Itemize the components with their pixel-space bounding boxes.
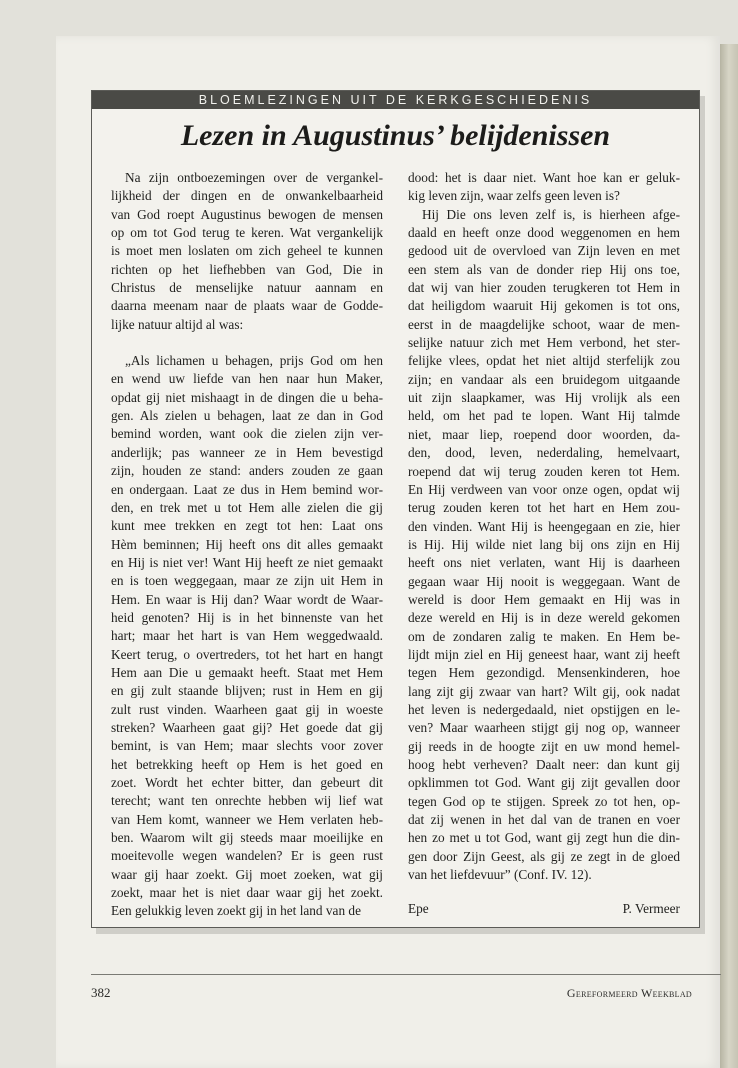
text-line: uit zijn slaapkamer, was Hij vrolijk als een <box>408 390 680 406</box>
text-line: het leven is nedergedaald, niet opstijgen en le- <box>408 701 680 717</box>
text-line: van God roept Augustinus bewogen de mensen <box>111 206 383 222</box>
text-line: hen zo met u tot God, want gij zegt hun die din- <box>408 830 680 846</box>
text-line: den, dood, leven, nederdaling, hemelvaart, <box>408 445 680 461</box>
left-column <box>111 169 383 921</box>
text-line: eerst in de maagdelijke schoot, waar de men- <box>408 316 680 332</box>
text-line: ben. Waarom wilt gij steeds maar moeilijke en <box>111 830 383 846</box>
footer-rule <box>91 974 721 975</box>
text-line: hoog hebt verheven? Daalt neer: dan kunt gij <box>408 757 680 772</box>
text-line: Hem aan Die u gemaakt heeft. Staat met Hem <box>111 664 383 680</box>
text-line: lang zijt gij zwaar van hart? Wilt gij, ook nadat <box>408 683 680 699</box>
signature-author: P. Vermeer <box>622 901 680 916</box>
text-line: Hèm beminnen; Hij heeft ons dit alles gemaakt <box>111 536 383 552</box>
text-line: Een gelukkig leven zoekt gij in het land van de <box>111 903 361 919</box>
text-line: heeft ons niet verlaten, want Hij is daarheen <box>408 555 680 571</box>
text-line: wereld is door Hem gemaakt en Hij was in <box>408 591 680 607</box>
text-line: Christus de menselijke natuur aannam en <box>111 280 383 296</box>
text-line: opdat gij niet mishaagt in de dingen die u beha- <box>111 389 383 405</box>
page-number: 382 <box>91 985 111 1000</box>
text-line: deze wereld en Hij is in deze wereld gekomen <box>408 610 680 626</box>
text-line: is moet men loslaten om zich geheel te kunnen <box>111 243 383 259</box>
text-line: van Hem komt, wanneer we Hem verlaten heb- <box>111 811 383 827</box>
text-line: lijdt mijn ziel en Hij geneest haar, want zij heeft <box>408 646 680 662</box>
article-title: Lezen in Augustinus’ belijdenissen <box>180 119 611 152</box>
text-line: En Hij verdween van voor onze ogen, opdat wij <box>408 481 680 497</box>
text-line: moeitevolle wegen wandelen? Er is geen rust <box>111 848 383 864</box>
text-line: selijke natuur zich met Hem verbond, het ster- <box>408 335 680 351</box>
text-line: Hem. En waar is Hij dan? Waar wordt de Waar- <box>111 591 383 607</box>
text-line: gedood uit de overvloed van Zijn leven en met <box>408 243 680 259</box>
text-line: gegaan waar Hij nooit is weggegaan. Want de <box>408 573 680 589</box>
text-line: en Hij is niet ver! Want Hij heeft ze niet gemaakt <box>111 554 383 570</box>
text-line: van het liefdevuur” (Conf. IV. 12). <box>408 867 592 883</box>
text-line: opklimmen tot God. Want gij zijt gevallen door <box>408 775 680 791</box>
text-line: zoekt, maar het is niet daar waar gij het zoekt. <box>111 885 383 901</box>
text-line: den, en trek met u tot Hem alle zielen die gij <box>111 499 383 515</box>
text-line: daald en heeft onze dood weggenomen en hem <box>408 225 680 241</box>
text-line: is Hij. Hij wilde niet lang bij ons zijn en Hij <box>408 536 680 552</box>
text-line: op om tot God terug te keren. Wat vergankelijk <box>111 225 383 241</box>
text-line: en ondergaan. Laat ze dus in Hem bemind wor- <box>111 481 383 497</box>
text-line: „Als lichamen u behagen, prijs God om hen <box>125 353 383 369</box>
text-line: kig leven zijn, waar zelfs geen leven is? <box>408 188 620 204</box>
text-line: tegen God op te stijgen. Spreek zo tot hen, op- <box>408 793 680 809</box>
text-line: zijn, houden ze stand: anders zouden ze gaan <box>111 463 383 479</box>
right-column <box>408 169 680 884</box>
text-line: terecht; want ten onrechte hebben wij lief wat <box>111 793 383 809</box>
text-line: gen. Als zielen u behagen, laat ze dan in God <box>111 408 383 424</box>
text-line: een stem als van de donder riep Hij ons toe, <box>408 261 680 277</box>
text-line: niet, maar liep, roepend door woorden, da- <box>408 426 680 442</box>
text-line: bemind worden, want ook die zielen zijn ver- <box>111 426 383 442</box>
text-line: heid genoten? Hij is in het binnenste van het <box>111 609 383 625</box>
text-line: gij reeds in de hoogte zijt en uw mond hemel- <box>408 738 680 754</box>
text-line: en is toen weggegaan, maar ze zijn uit Hem in <box>111 573 383 589</box>
article-frame <box>91 90 700 928</box>
text-line: Keert terug, o overtreders, tot het hart en hangt <box>111 646 383 662</box>
text-line: den vinden. Want Hij is heengegaan en zie, hier <box>408 518 680 534</box>
text-line: lijke natuur altijd al was: <box>111 316 244 332</box>
text-line: dat zij wenen in het dal van de tranen en voer <box>408 812 680 828</box>
text-line: Na zijn ontboezemingen over de vergankel- <box>125 170 383 185</box>
text-line: ven? Maar waarheen stijgt gij nog op, wanneer <box>408 720 680 736</box>
text-line: richten op het liefhebben van God, Die in <box>111 261 383 277</box>
text-line: lijkheid der dingen en de onwankelbaarheid <box>111 188 383 204</box>
section-banner: BLOEMLEZINGEN UIT DE KERKGESCHIEDENIS <box>92 91 699 109</box>
signature-place: Epe <box>408 901 429 916</box>
text-line: streken? Waarheen gaat gij? Het goede dat gij <box>111 719 383 735</box>
text-line: anderlijk; pas wanneer ze in Hem bevestigd <box>111 444 383 460</box>
text-line: zult rust vinden. Waarheen gaat gij in woeste <box>111 701 383 717</box>
text-line: dat heiligdom waaruit Hij gekomen is tot ons, <box>408 298 680 314</box>
text-line: daarna meenam naar de plaats waar de Godde- <box>111 298 383 314</box>
text-line: hart; maar het hart is van Hem weggedwaald. <box>111 628 383 644</box>
text-line: bemint, is van Hem; maar slechts voor zover <box>111 738 383 754</box>
text-line: waar gij haar zoekt. Gij moet zoeken, wat gij <box>111 866 383 882</box>
text-line: felijke vlees, opdat het niet altijd sterfelijk zou <box>408 353 680 369</box>
text-line: om de zondaren zalig te maken. En Hem be- <box>408 628 680 644</box>
text-line: kunt mee trekken en zegt tot hen: Laat ons <box>111 518 383 534</box>
text-line: zoet. Wordt het echter bitter, dan gebeurt dit <box>111 775 383 790</box>
magazine-name: Gereformeerd Weekblad <box>566 986 692 1000</box>
text-line: dat wij van hier zouden terugkeren tot Hem in <box>408 280 680 296</box>
text-line: gen door Zijn Geest, als gij ze zegt in de gloed <box>408 848 680 864</box>
text-line: tegen Hem gezondigd. Mensenkinderen, hoe <box>408 665 680 681</box>
text-line: Hij Die ons leven zelf is, is hierheen afge- <box>422 206 680 222</box>
text-line: zijn; en vandaar als een bruidegom uitgaande <box>408 371 680 387</box>
text-line: en gij zult staande blijven; rust in Hem en gij <box>111 683 383 699</box>
paragraph-gap <box>111 334 383 352</box>
text-line: terug zouden keren tot het hart en Hem zou- <box>408 500 680 516</box>
text-line: roepend dat wij terug zouden keren tot Hem. <box>408 463 680 479</box>
text-line: dood: het is daar niet. Want hoe kan er geluk- <box>408 170 680 185</box>
text-line: held, om het pad te lopen. Want Hij talmde <box>408 408 680 424</box>
text-line: het betrekking heeft op Hem is het goed en <box>111 756 383 772</box>
text-line: en wend uw liefde van hen naar hun Maker, <box>111 371 383 387</box>
